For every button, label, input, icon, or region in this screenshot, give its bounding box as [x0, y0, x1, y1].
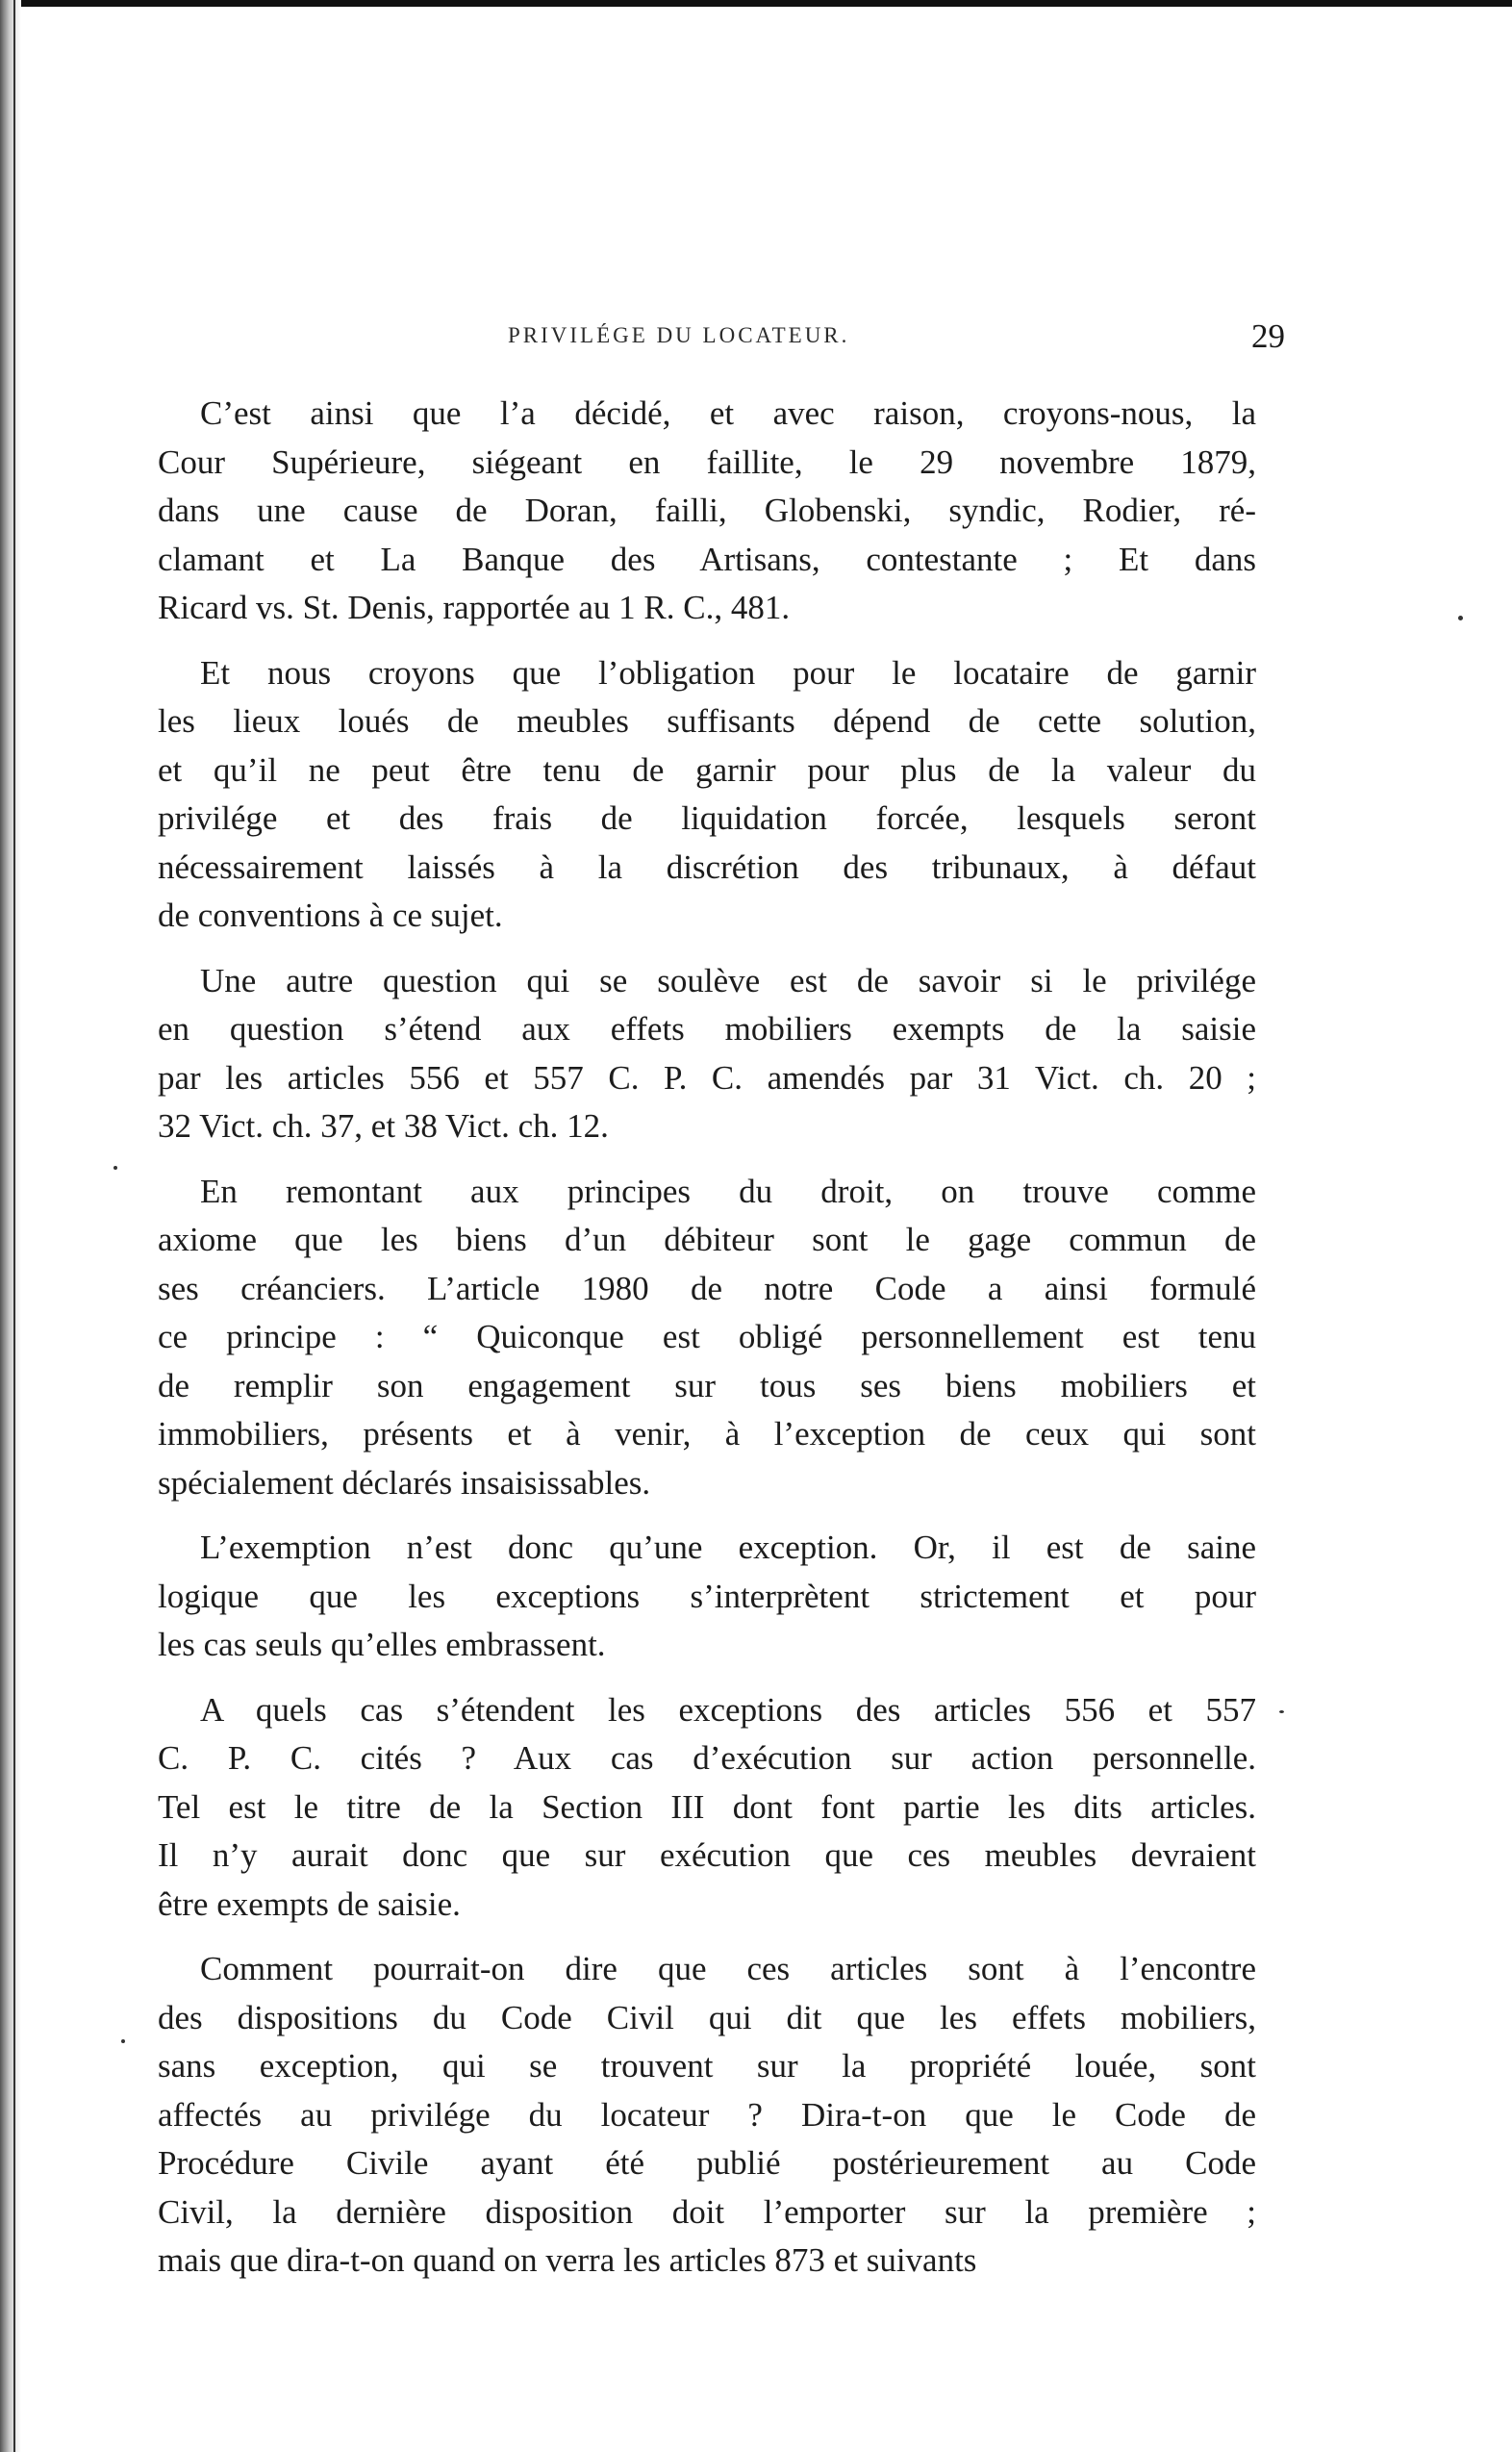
scan-binding-line — [13, 0, 15, 2452]
text-line: Et nous croyons que l’obligation pour le locataire de garnir — [200, 653, 1256, 692]
text-line: Procédure Civile ayant été publié postérieurement au Code — [158, 2144, 1256, 2182]
paragraph — [158, 1168, 1256, 1508]
body-text — [158, 390, 1256, 2302]
text-line: les cas seuls qu’elles embrassent. — [158, 1626, 606, 1663]
text-line: C’est ainsi que l’a décidé, et avec raison, croyons-nous, la — [200, 394, 1256, 432]
text-line: des dispositions du Code Civil qui dit que les effets mobiliers, — [158, 1998, 1256, 2036]
scan-speck — [113, 1166, 117, 1170]
text-line: immobiliers, présents et à venir, à l’exception de ceux qui sont — [158, 1415, 1256, 1453]
text-line: ses créanciers. L’article 1980 de notre Code a ainsi formulé — [158, 1269, 1256, 1307]
scan-speck — [1279, 1710, 1284, 1713]
text-line: de remplir son engagement sur tous ses biens mobiliers et — [158, 1366, 1256, 1404]
text-line: L’exemption n’est donc qu’une exception. Or, il est de saine — [200, 1529, 1256, 1566]
running-head: PRIVILÉGE DU LOCATEUR. — [508, 323, 850, 347]
text-line: affectés au privilége du locateur ? Dira-t-on que le Code de — [158, 2095, 1256, 2134]
page-number: 29 — [1251, 317, 1285, 355]
text-line: et qu’il ne peut être tenu de garnir pour plus de la valeur du — [158, 750, 1256, 789]
text-line: C. P. C. cités ? Aux cas d’exécution sur action personnelle. — [158, 1739, 1256, 1777]
paragraph — [158, 957, 1256, 1151]
paragraph — [158, 1524, 1256, 1670]
text-line: 32 Vict. ch. 37, et 38 Vict. ch. 12. — [158, 1107, 609, 1145]
scan-left-edge — [0, 0, 21, 2452]
text-line: être exempts de saisie. — [158, 1884, 461, 1923]
text-line: A quels cas s’étendent les exceptions des articles 556 et 557 — [200, 1690, 1256, 1729]
text-line: Tel est le titre de la Section III dont font partie les dits articles. — [158, 1787, 1256, 1826]
text-line: sans exception, qui se trouvent sur la propriété louée, sont — [158, 2047, 1256, 2085]
scan-speck — [121, 2039, 125, 2043]
scan-speck — [1458, 616, 1463, 620]
paragraph — [158, 390, 1256, 633]
scan-top-edge — [0, 0, 1512, 7]
text-line: par les articles 556 et 557 C. P. C. amendés par 31 Vict. ch. 20 ; — [158, 1058, 1256, 1097]
text-line: En remontant aux principes du droit, on trouve comme — [200, 1172, 1256, 1210]
text-line: de conventions à ce sujet. — [158, 897, 503, 934]
text-line: les lieux loués de meubles suffisants dépend de cette solution, — [158, 702, 1256, 740]
text-line: privilége et des frais de liquidation forcée, lesquels seront — [158, 799, 1256, 837]
text-line: mais que dira-t-on quand on verra les articles 873 et suivants — [158, 2241, 977, 2279]
text-line: axiome que les biens d’un débiteur sont le gage commun de — [158, 1221, 1256, 1258]
page-header — [162, 317, 1285, 366]
text-line: nécessairement laissés à la discrétion des tribunaux, à défaut — [158, 847, 1256, 886]
text-line: Une autre question qui se soulève est de savoir si le privilége — [200, 961, 1256, 999]
text-line: spécialement déclarés insaisissables. — [158, 1463, 651, 1502]
text-line: Il n’y aurait donc que sur exécution que ces meubles devraient — [158, 1836, 1256, 1874]
text-line: dans une cause de Doran, failli, Globenski, syndic, Rodier, ré- — [158, 492, 1256, 529]
text-line: en question s’étend aux effets mobiliers exempts de la saisie — [158, 1010, 1256, 1048]
text-line: Civil, la dernière disposition doit l’emporter sur la première ; — [158, 2192, 1256, 2231]
text-line: Cour Supérieure, siégeant en faillite, le 29 novembre 1879, — [158, 442, 1256, 481]
text-line: clamant et La Banque des Artisans, contestante ; Et dans — [158, 540, 1256, 578]
paragraph — [158, 649, 1256, 941]
paragraph — [158, 1686, 1256, 1930]
paragraph — [158, 1945, 1256, 2286]
text-line: ce principe : “ Quiconque est obligé personnellement est tenu — [158, 1318, 1256, 1355]
text-line: logique que les exceptions s’interprètent strictement et pour — [158, 1577, 1256, 1615]
text-line: Comment pourrait-on dire que ces articles sont à l’encontre — [200, 1950, 1256, 1987]
text-line: Ricard vs. St. Denis, rapportée au 1 R. C., 481. — [158, 589, 791, 626]
